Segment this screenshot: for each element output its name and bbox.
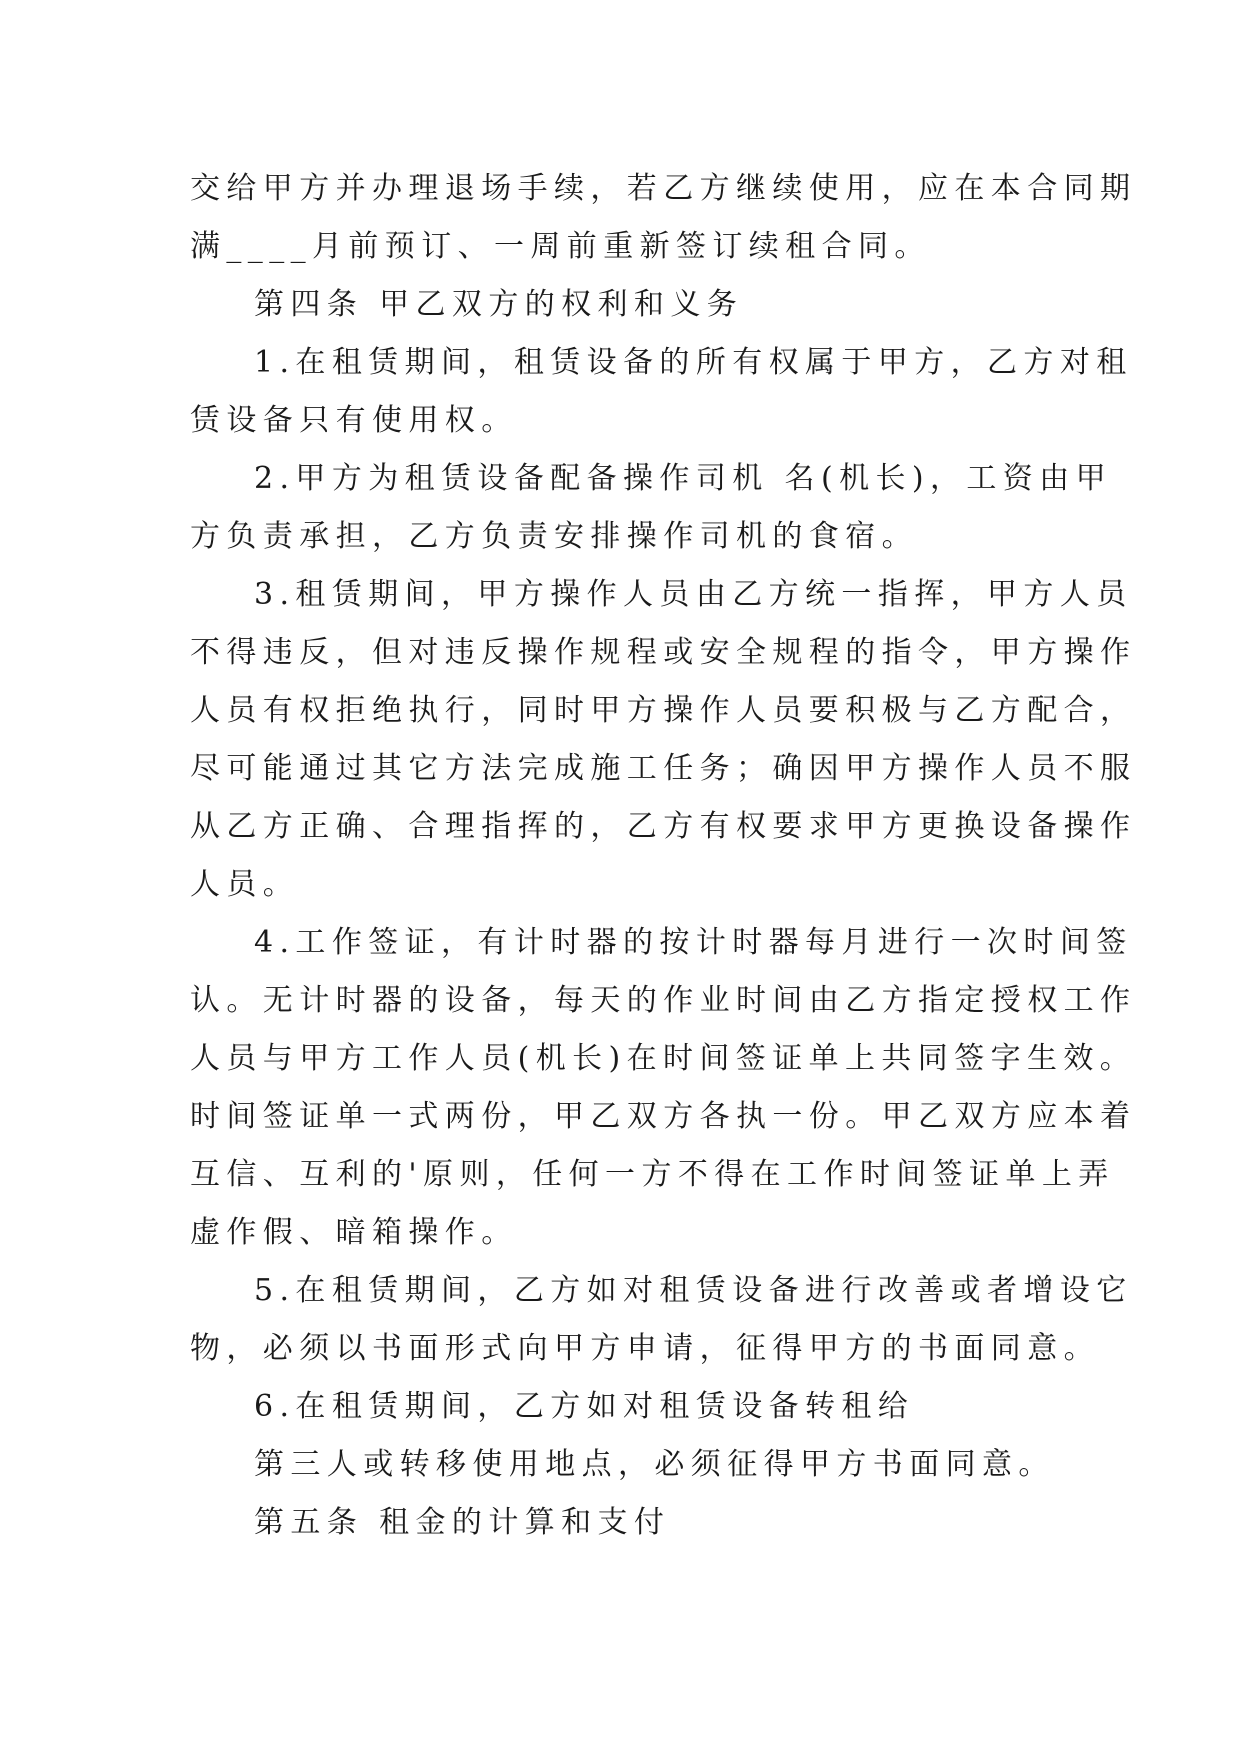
document-line: 尽可能通过其它方法完成施工任务；确因甲方操作人员不服	[190, 751, 1137, 786]
document-line: 物，必须以书面形式向甲方申请，征得甲方的书面同意。	[190, 1331, 1100, 1366]
document-line: 从乙方正确、合理指挥的，乙方有权要求甲方更换设备操作	[190, 809, 1137, 844]
document-line: 6.在租赁期间，乙方如对租赁设备转租给	[254, 1389, 915, 1424]
document-body	[190, 160, 1137, 1552]
document-line: 认。无计时器的设备，每天的作业时间由乙方指定授权工作	[190, 983, 1137, 1018]
document-line: 第四条 甲乙双方的权利和义务	[254, 287, 744, 322]
document-line: 第五条 租金的计算和支付	[254, 1505, 671, 1540]
document-line: 人员。	[190, 867, 300, 902]
document-line: 5.在租赁期间，乙方如对租赁设备进行改善或者增设它	[254, 1273, 1133, 1308]
document-line: 赁设备只有使用权。	[190, 403, 518, 438]
document-line: 互信、互利的'原则，任何一方不得在工作时间签证单上弄	[190, 1157, 1115, 1192]
document-line: 2.甲方为租赁设备配备操作司机 名(机长)，工资由甲	[254, 461, 1112, 496]
document-line: 人员有权拒绝执行，同时甲方操作人员要积极与乙方配合，	[190, 693, 1137, 728]
document-line: 人员与甲方工作人员(机长)在时间签证单上共同签字生效。	[190, 1041, 1137, 1076]
document-line: 1.在租赁期间，租赁设备的所有权属于甲方，乙方对租	[254, 345, 1133, 380]
document-line: 3.租赁期间，甲方操作人员由乙方统一指挥，甲方人员	[254, 577, 1133, 612]
document-line: 不得违反，但对违反操作规程或安全规程的指令，甲方操作	[190, 635, 1137, 670]
document-line: 满____月前预订、一周前重新签订续租合同。	[190, 229, 931, 264]
document-line: 方负责承担，乙方负责安排操作司机的食宿。	[190, 519, 918, 554]
document-line: 虚作假、暗箱操作。	[190, 1215, 518, 1250]
document-line: 第三人或转移使用地点，必须征得甲方书面同意。	[254, 1447, 1055, 1482]
document-line: 时间签证单一式两份，甲乙双方各执一份。甲乙双方应本着	[190, 1099, 1137, 1134]
document-line: 4.工作签证，有计时器的按计时器每月进行一次时间签	[254, 925, 1133, 960]
document-line: 交给甲方并办理退场手续，若乙方继续使用，应在本合同期	[190, 171, 1137, 206]
